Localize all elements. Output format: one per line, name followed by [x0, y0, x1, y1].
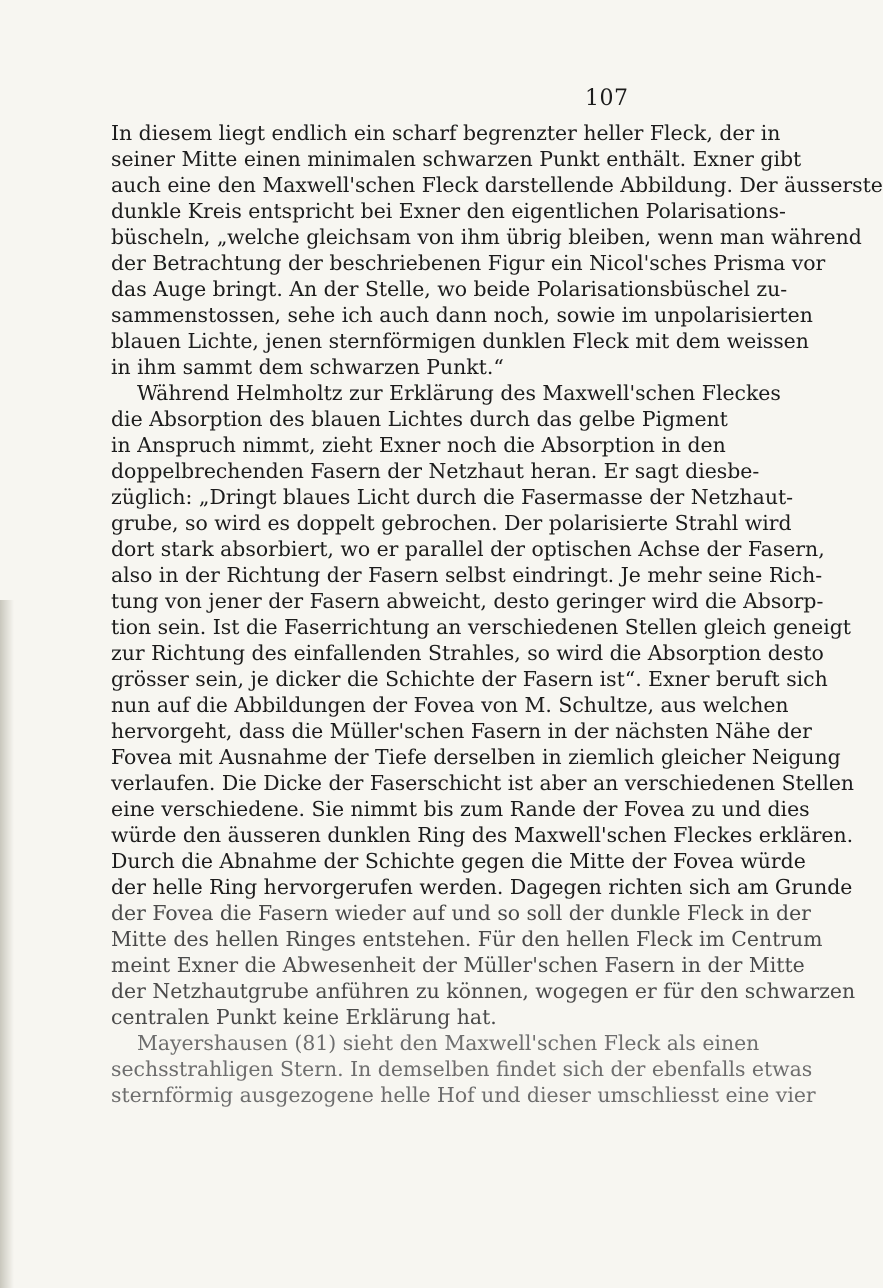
text-line: blauen Lichte, jenen sternförmigen dunklen Fleck mit dem weissen — [111, 329, 809, 353]
text-line: in Anspruch nimmt, zieht Exner noch die Absorption in den — [111, 433, 726, 457]
paragraph-last-line: centralen Punkt keine Erklärung hat. — [111, 1005, 497, 1029]
body-text — [111, 120, 883, 1108]
text-line: Mitte des hellen Ringes entstehen. Für den hellen Fleck im Centrum — [111, 927, 823, 951]
text-line: sternförmig ausgezogene helle Hof und dieser umschliesst eine vier — [111, 1083, 816, 1107]
text-line: also in der Richtung der Fasern selbst eindringt. Je mehr seine Rich- — [111, 563, 823, 587]
text-line: eine verschiedene. Sie nimmt bis zum Rande der Fovea zu und dies — [111, 797, 810, 821]
text-line: dort stark absorbiert, wo er parallel der optischen Achse der Fasern, — [111, 537, 825, 561]
text-line: nun auf die Abbildungen der Fovea von M. Schultze, aus welchen — [111, 693, 789, 717]
text-line: der Fovea die Fasern wieder auf und so soll der dunkle Fleck in der — [111, 901, 811, 925]
text-line: der Netzhautgrube anführen zu können, wogegen er für den schwarzen — [111, 979, 856, 1003]
text-line: dunkle Kreis entspricht bei Exner den eigentlichen Polarisations- — [111, 199, 786, 223]
text-line: würde den äusseren dunklen Ring des Maxwell'schen Fleckes erklären. — [111, 823, 854, 847]
text-line: züglich: „Dringt blaues Licht durch die Fasermasse der Netzhaut- — [111, 485, 794, 509]
text-line: zur Richtung des einfallenden Strahles, so wird die Absorption desto — [111, 641, 824, 665]
text-line: meint Exner die Abwesenheit der Müller'schen Fasern in der Mitte — [111, 953, 805, 977]
text-line: auch eine den Maxwell'schen Fleck darstellende Abbildung. Der äusserste — [111, 173, 883, 197]
page-spine-shadow — [0, 600, 14, 1288]
text-line: In diesem liegt endlich ein scharf begrenzter heller Fleck, der in — [111, 121, 781, 145]
paragraph-first-line: Mayershausen (81) sieht den Maxwell'schen Fleck als einen — [137, 1031, 760, 1055]
text-line: sammenstossen, sehe ich auch dann noch, sowie im unpolarisierten — [111, 303, 813, 327]
text-line: sechsstrahligen Stern. In demselben findet sich der ebenfalls etwas — [111, 1057, 813, 1081]
text-line: der helle Ring hervorgerufen werden. Dagegen richten sich am Grunde — [111, 875, 853, 899]
text-line: büscheln, „welche gleichsam von ihm übrig bleiben, wenn man während — [111, 225, 862, 249]
text-line: doppelbrechenden Fasern der Netzhaut heran. Er sagt diesbe- — [111, 459, 760, 483]
text-line: die Absorption des blauen Lichtes durch das gelbe Pigment — [111, 407, 728, 431]
text-line: der Betrachtung der beschriebenen Figur ein Nicol'sches Prisma vor — [111, 251, 826, 275]
paragraph-first-line: Während Helmholtz zur Erklärung des Maxwell'schen Fleckes — [137, 381, 781, 405]
text-line: grube, so wird es doppelt gebrochen. Der polarisierte Strahl wird — [111, 511, 792, 535]
paragraph-last-line: in ihm sammt dem schwarzen Punkt.“ — [111, 355, 504, 379]
text-line: das Auge bringt. An der Stelle, wo beide Polarisationsbüschel zu- — [111, 277, 788, 301]
text-line: hervorgeht, dass die Müller'schen Fasern in der nächsten Nähe der — [111, 719, 812, 743]
text-line: Fovea mit Ausnahme der Tiefe derselben in ziemlich gleicher Neigung — [111, 745, 841, 769]
text-line: Durch die Abnahme der Schichte gegen die Mitte der Fovea würde — [111, 849, 806, 873]
text-line: tung von jener der Fasern abweicht, desto geringer wird die Absorp- — [111, 589, 824, 613]
text-line: tion sein. Ist die Faserrichtung an verschiedenen Stellen gleich geneigt — [111, 615, 851, 639]
text-line: grösser sein, je dicker die Schichte der Fasern ist“. Exner beruft sich — [111, 667, 828, 691]
text-line: seiner Mitte einen minimalen schwarzen Punkt enthält. Exner gibt — [111, 147, 802, 171]
page-number: 107 — [585, 86, 629, 111]
text-line: verlaufen. Die Dicke der Faserschicht ist aber an verschiedenen Stellen — [111, 771, 855, 795]
